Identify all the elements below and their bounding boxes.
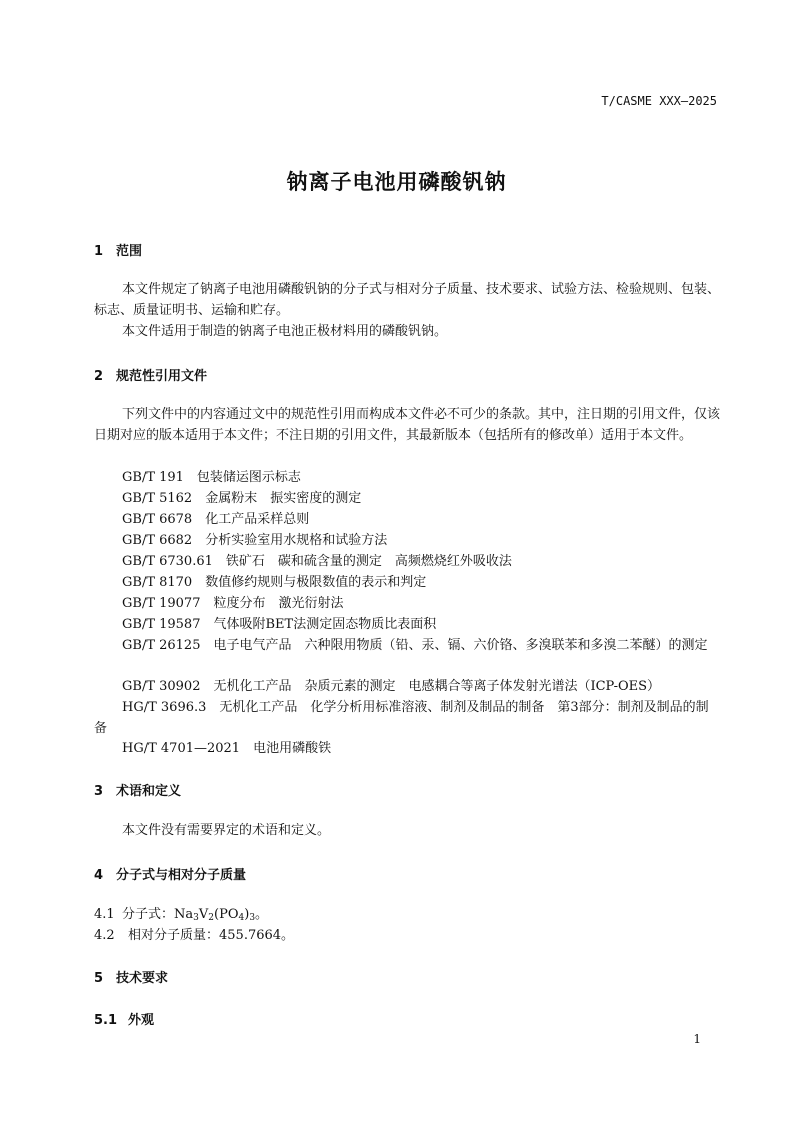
section-number: 5 xyxy=(94,971,104,986)
section-title: 分子式与相对分子质量 xyxy=(116,868,247,883)
section-2-heading xyxy=(94,365,207,384)
section-5-heading xyxy=(94,967,168,986)
document-title: 钠离子电池用磷酸钒钠 xyxy=(286,170,507,194)
terms-paragraph: 本文件没有需要界定的术语和定义。 xyxy=(122,823,331,838)
scope-paragraph-1: 本文件规定了钠离子电池用磷酸钒钠的分子式与相对分子质量、技术要求、试验方法、检验规则、包装、标志、质量证明书、运输和贮存。 xyxy=(94,282,721,318)
section-4-heading xyxy=(94,864,246,883)
reference-item: GB/T 6678 化工产品采样总则 xyxy=(122,512,310,527)
scope-paragraph-2: 本文件适用于制造的钠离子电池正极材料用的磷酸钒钠。 xyxy=(122,324,448,339)
section-number: 1 xyxy=(94,244,104,259)
section-title: 术语和定义 xyxy=(116,784,182,799)
reference-item: GB/T 6730.61 铁矿石 碳和硫含量的测定 高频燃烧红外吸收法 xyxy=(122,554,512,569)
subsection-title: 外观 xyxy=(128,1013,155,1028)
subsection-5-1-heading xyxy=(94,1009,154,1028)
section-3-heading xyxy=(94,780,181,799)
clause-4-2 xyxy=(94,925,294,946)
reference-item: GB/T 30902 无机化工产品 杂质元素的测定 电感耦合等离子体发射光谱法（ICP-OES） xyxy=(122,679,661,694)
reference-item: GB/T 191 包装储运图示标志 xyxy=(122,470,301,485)
clause-number: 4.1 xyxy=(94,907,115,922)
clause-text: 相对分子质量：455.7664。 xyxy=(128,928,295,943)
reference-item: GB/T 26125 电子电气产品 六种限用物质（铅、汞、镉、六价铬、多溴联苯和多溴二苯醚）的测定 xyxy=(122,638,708,653)
section-title: 范围 xyxy=(116,244,143,259)
section-title: 规范性引用文件 xyxy=(116,369,208,384)
normative-references-intro: 下列文件中的内容通过文中的规范性引用而构成本文件必不可少的条款。其中，注日期的引用文件，仅该日期对应的版本适用于本文件；不注日期的引用文件，其最新版本（包括所有的修改单）适用于本文件。 xyxy=(94,407,721,443)
molecular-formula: $Na_3V_2(PO_4)_3$。 xyxy=(174,907,269,923)
reference-item: GB/T 5162 金属粉末 振实密度的测定 xyxy=(122,491,362,506)
section-number: 2 xyxy=(94,369,104,384)
section-1-heading xyxy=(94,240,142,259)
subsection-number: 5.1 xyxy=(94,1013,118,1028)
reference-item: GB/T 19587 气体吸附BET法测定固态物质比表面积 xyxy=(122,617,437,632)
section-title: 技术要求 xyxy=(116,971,169,986)
section-number: 3 xyxy=(94,784,104,799)
reference-item: HG/T 4701—2021 电池用磷酸铁 xyxy=(122,741,332,756)
reference-item: GB/T 8170 数值修约规则与极限数值的表示和判定 xyxy=(122,575,427,590)
reference-item: GB/T 6682 分析实验室用水规格和试验方法 xyxy=(122,533,388,548)
clause-number: 4.2 xyxy=(94,928,115,943)
page-number: 1 xyxy=(693,1032,701,1046)
reference-item: GB/T 19077 粒度分布 激光衍射法 xyxy=(122,596,344,611)
clause-label: 分子式： xyxy=(122,907,175,922)
section-number: 4 xyxy=(94,868,104,883)
document-number: T/CASME XXX—2025 xyxy=(601,94,717,108)
reference-item: HG/T 3696.3 无机化工产品 化学分析用标准溶液、制剂及制品的制备 第3部分：制剂及制品的制备 xyxy=(94,700,709,736)
